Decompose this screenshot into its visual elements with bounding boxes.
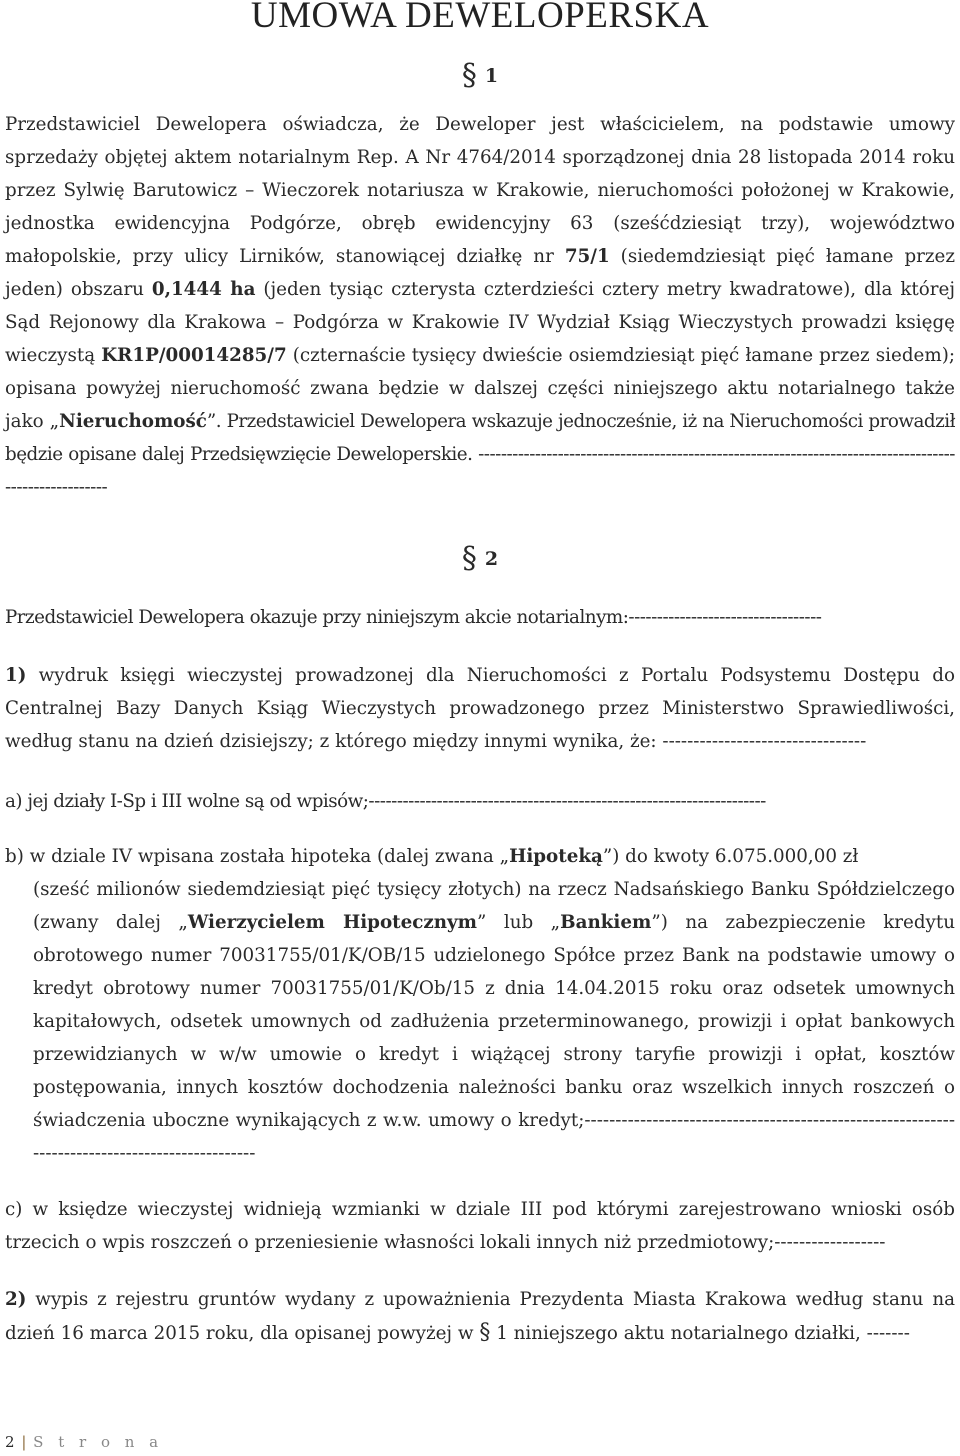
text: b) w dziale IV wpisana została hipoteka (dalej zwana „ xyxy=(5,846,510,867)
plot-area: 0,1444 ha xyxy=(151,279,256,300)
text: (czternaście tysięcy dwieście osiemdziesiąt pięć łamane przez siedem); opisana powyżej nieruchomość zwana będzie w dalszej części niniejszego aktu notarialnego także jako „ xyxy=(5,345,955,432)
list-item-2 xyxy=(5,1283,955,1350)
page-footer xyxy=(5,1433,163,1451)
text: (siedemdziesiąt pięć łamane przez jeden) obszaru xyxy=(5,246,955,300)
defined-term: Hipoteką xyxy=(509,846,603,867)
plot-number: 75/1 xyxy=(564,246,610,267)
text: 1 niniejszego aktu notarialnego działki, ------- xyxy=(490,1323,910,1344)
document-title: UMOWA DEWELOPERSKA xyxy=(250,0,710,36)
text: ”. Przedstawiciel Dewelopera wskazuje jednocześnie, iż na Nieruchomości prowadził będzie opisane dalej Przedsięwzięcie Deweloperskie. ------------------------------------------------------------------------------------------------------ xyxy=(5,411,955,498)
defined-term: Wierzycielem Hipotecznym xyxy=(187,912,477,933)
text: ”) na zabezpieczenie kredytu obrotowego numer 70031755/01/K/OB/15 udzielonego Spółce przez Bank na podstawie umowy o kredyt obrotowy numer 70031755/01/K/Ob/15 z dnia 14.04.2015 roku oraz odsetek umownych kapitałowych, odsetek umownych od zadłużenia przeterminowanego, prowizji i opłat bankowych przewidzianych w w/w umowie o kredyt i wiążącej strony taryfie prowizji i opłat, kosztów postępowania, innych kosztów dochodzenia należności banku oraz wszelkich innych roszczeń o świadczenia uboczne wynikających z w.w. umowy o kredyt;------------------------------------------------------------------------------------------------ xyxy=(33,912,956,1164)
text: wypis z rejestru gruntów wydany z upoważnienia Prezydenta Miasta Krakowa według stanu na dzień 16 marca 2015 roku, dla opisanej powyżej w xyxy=(5,1289,955,1344)
list-item-1 xyxy=(5,659,955,758)
text: (jeden tysiąc czterysta czterdzieści cztery metry kwadratowe), dla której Sąd Rejonowy dla Krakowa – Podgórza w Krakowie IV Wydział Ksiąg Wieczystych prowadzi księgę wieczystą xyxy=(5,279,955,366)
defined-term: Nieruchomość xyxy=(59,411,207,432)
section-number: 1 xyxy=(484,65,499,87)
footer-separator: | xyxy=(21,1433,28,1451)
page-label: S t r o n a xyxy=(33,1433,164,1451)
section-2-heading xyxy=(0,541,960,576)
section-symbol: § xyxy=(461,541,477,576)
list-item-c: c) w księdze wieczystej widnieją wzmianki w dziale III pod którymi zarejestrowano wnioski osób trzecich o wpis roszczeń o przeniesienie własności lokali innych niż przedmiotowy;------------------ xyxy=(5,1199,955,1253)
section-number: 2 xyxy=(484,548,499,570)
section-1-heading xyxy=(0,58,960,93)
item-number: 2) xyxy=(5,1289,27,1310)
list-item-b-continued xyxy=(33,873,955,1170)
text: Przedstawiciel Dewelopera oświadcza, że Deweloper jest właścicielem, na podstawie umowy sprzedaży objętej aktem notarialnym Rep. A Nr 4764/2014 sporządzonej dnia 28 listopada 2014 roku przez Sylwię Barutowicz – Wieczorek notariusza w Krakowie, nieruchomości położonej w Krakowie, jednostka ewidencyjna Podgórze, obręb ewidencyjny 63 (sześćdziesiąt trzy), województwo małopolskie, przy ulicy Lirników, stanowiącej działkę nr xyxy=(5,114,955,267)
page-number: 2 xyxy=(5,1433,16,1451)
section-symbol: § xyxy=(461,58,477,93)
text: (sześć milionów siedemdziesiąt pięć tysięcy złotych) na rzecz Nadsańskiego Banku Spółdzielczego (zwany dalej „ xyxy=(33,879,955,933)
text: ”) do kwoty 6.075.000,00 zł xyxy=(602,846,859,867)
list-item-b xyxy=(5,840,955,873)
text: ” lub „ xyxy=(477,912,561,933)
list-item-a: a) jej działy I-Sp i III wolne są od wpisów;---------------------------------------------------------------------- xyxy=(5,791,766,812)
paragraph-ownership xyxy=(5,108,955,504)
item-number: 1) xyxy=(5,665,27,686)
defined-term: Bankiem xyxy=(560,912,652,933)
text: wydruk księgi wieczystej prowadzonej dla Nieruchomości z Portalu Podsystemu Dostępu do Centralnej Bazy Danych Ksiąg Wieczystych prowadzonego przez Ministerstwo Sprawiedliwości, według stanu na dzień dzisiejszy; z którego między innymi wynika, że: --------------------------------- xyxy=(5,665,955,752)
paragraph-presentation: Przedstawiciel Dewelopera okazuje przy niniejszym akcie notarialnym:---------------------------------- xyxy=(5,607,822,628)
section-symbol: § xyxy=(479,1320,491,1345)
land-register-number: KR1P/00014285/7 xyxy=(101,345,287,366)
